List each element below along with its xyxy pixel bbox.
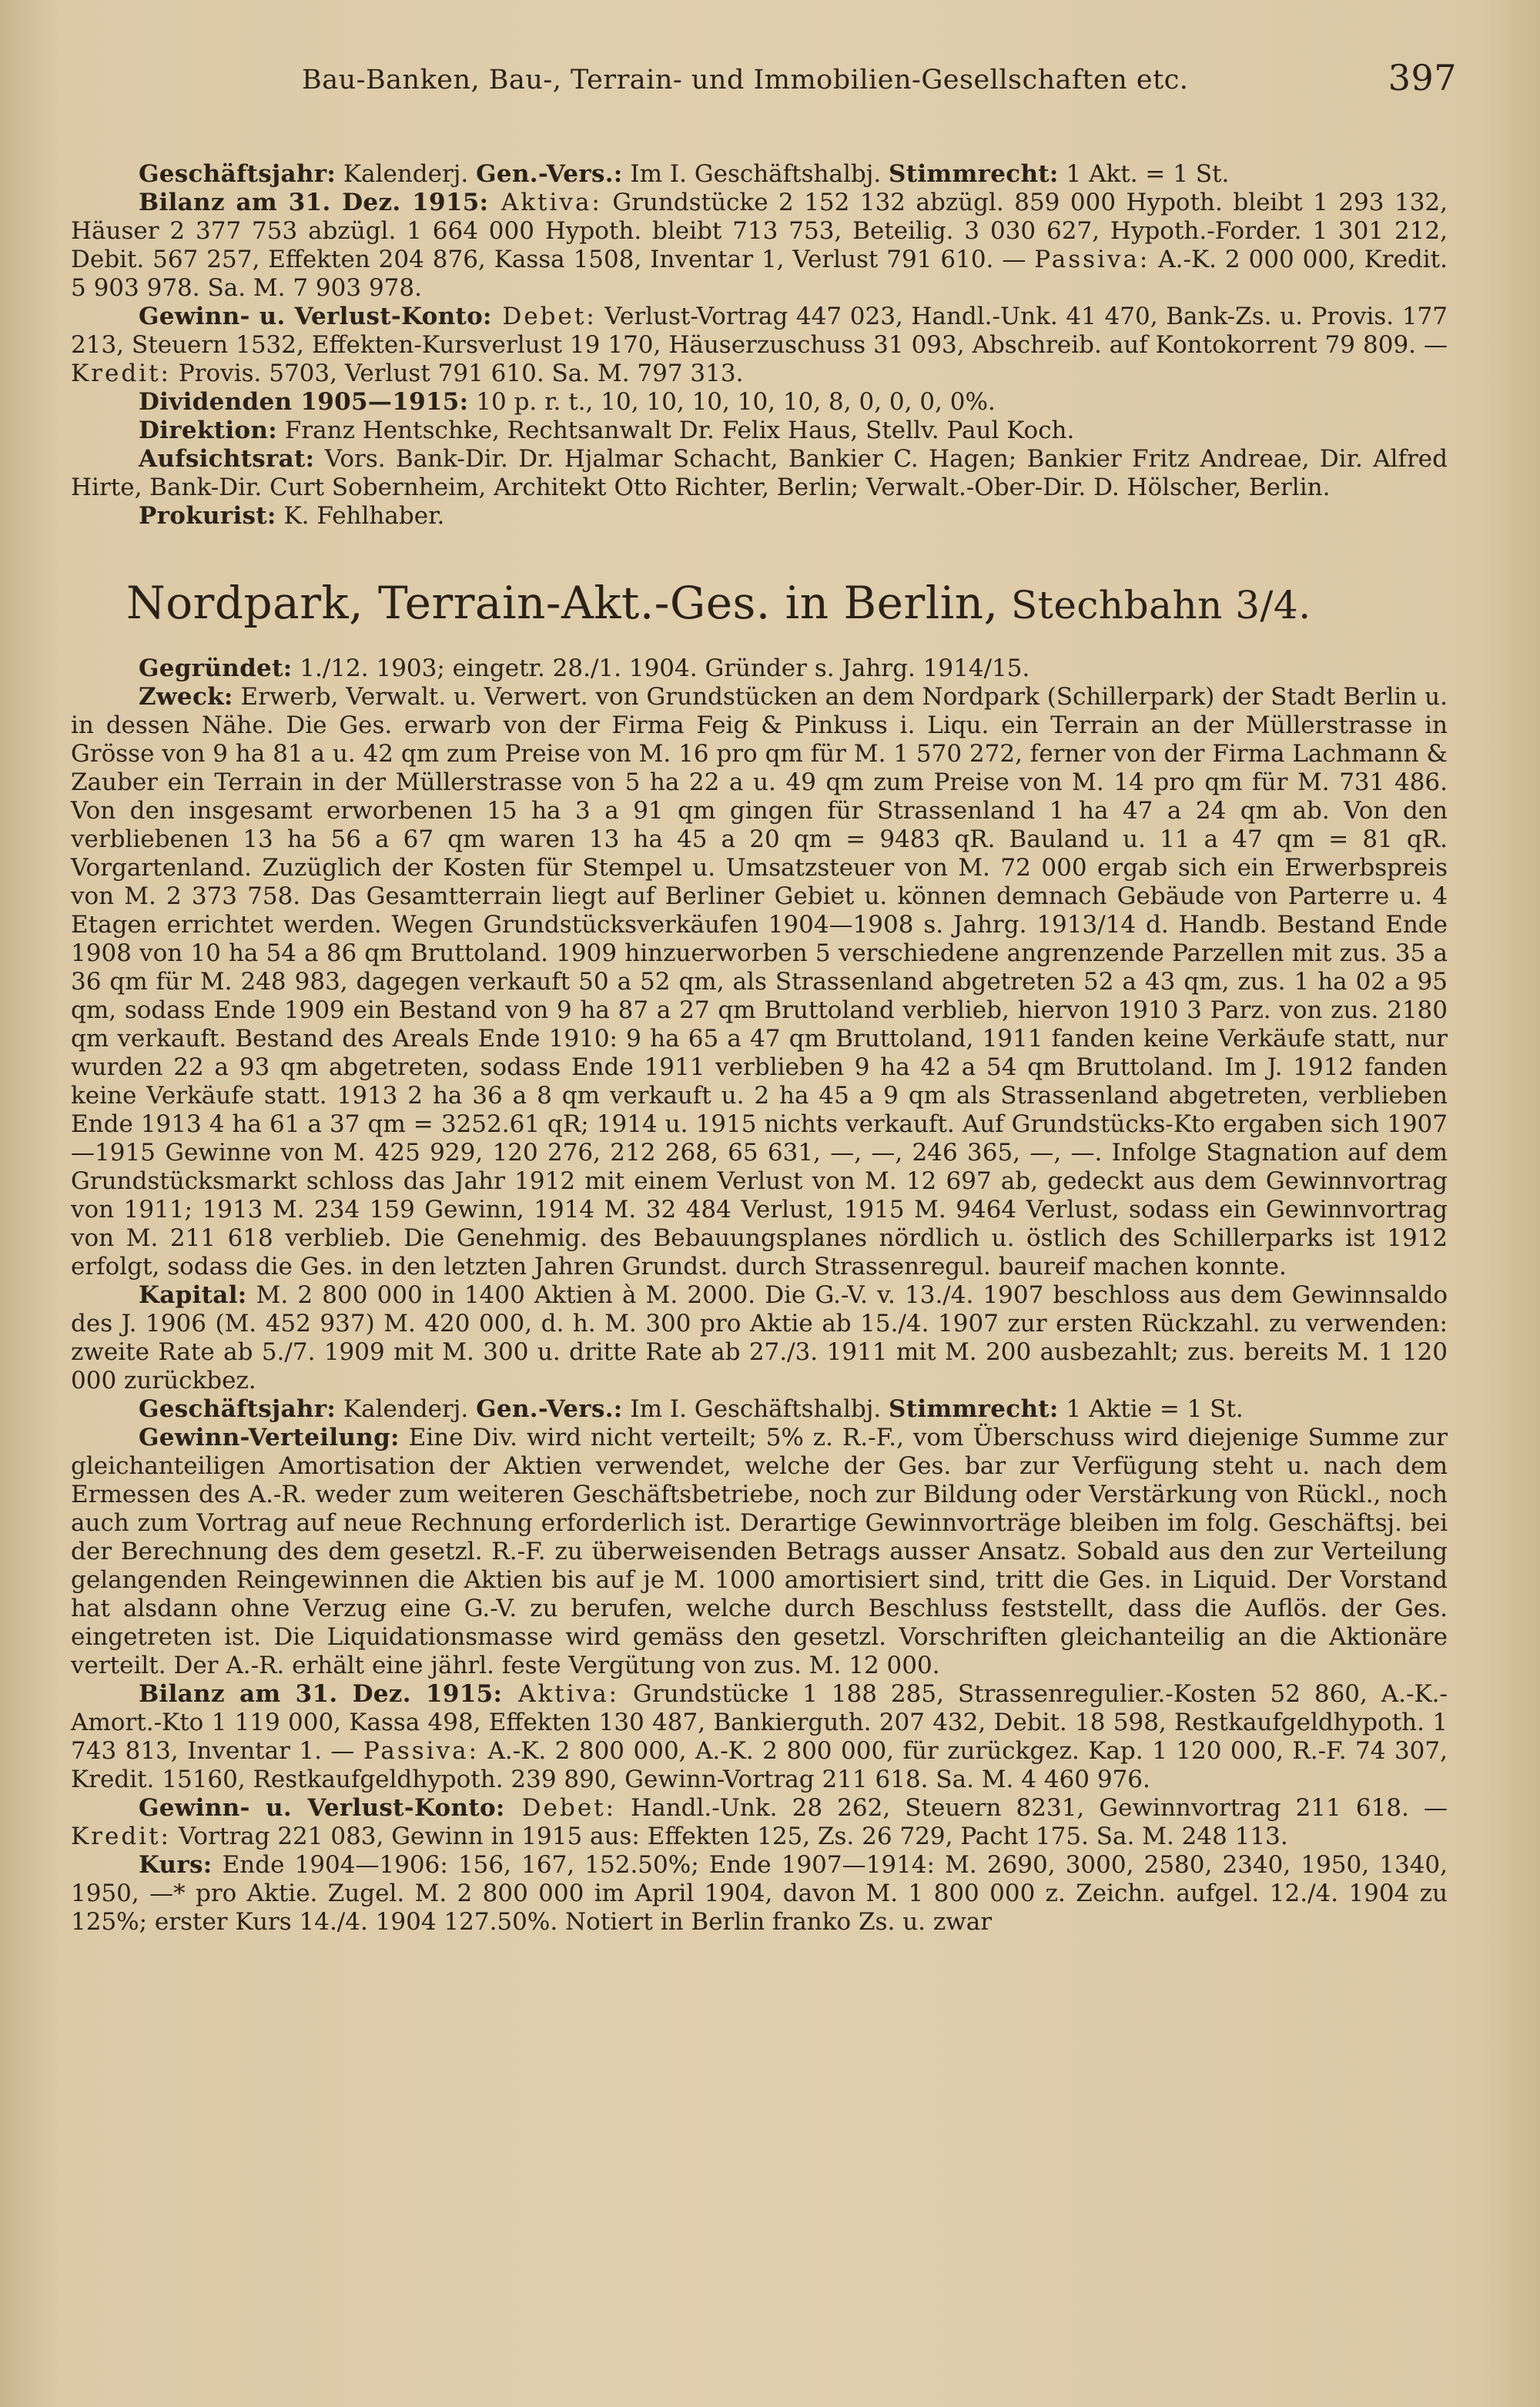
text-geschaeftsjahr: Kalenderj. xyxy=(336,1395,477,1423)
text-debet: Verlust-Vortrag 447 023, Handl.-Unk. 41 470, Bank-Zs. u. Provis. 177 213, Steuern 1532, Effekten-Kursverlust 19 170, Häuserzuschuss 31 093, Abschreib. auf Kontokorrent 79 809. — xyxy=(71,303,1448,359)
text-stimmrecht: 1 Aktie = 1 St. xyxy=(1058,1395,1244,1423)
label-geschaeftsjahr: Geschäftsjahr: xyxy=(139,1395,336,1423)
label-guv: Gewinn- u. Verlust-Konto: xyxy=(139,1794,505,1822)
label-genvers: Gen.-Vers.: xyxy=(476,160,623,188)
label-gegruendet: Gegründet: xyxy=(139,654,293,682)
text-zweck: Erwerb, Verwalt. u. Verwert. von Grundstücken an dem Nordpark (Schillerpark) der Stadt Berlin u. in dessen Nähe. Die Ges. erwarb von der Firma Feig & Pinkuss i. Liqu. ein Terrain an der Müllerstrasse in Grösse von 9 ha 81 a u. 42 qm zum Preise von M. 16 pro qm für M. 1 570 272, ferner von der Firma Lachmann & Zauber ein Terrain in der Müllerstrasse von 5 ha 22 a u. 49 qm zum Preise von M. 14 pro qm für M. 731 486. Von den insgesamt erworbenen 15 ha 3 a 91 qm gingen für Strassenland 1 ha 47 a 24 qm ab. Von den verbliebenen 13 ha 56 a 67 qm waren 13 ha 45 a 20 qm = 9483 qR. Bauland u. 11 a 47 qm = 81 qR. Vorgartenland. Zuzüglich der Kosten für Stempel u. Umsatzsteuer von M. 72 000 ergab sich ein Erwerbspreis von M. 2 373 758. Das Gesamtterrain liegt auf Berliner Gebiet u. können demnach Gebäude von Parterre u. 4 Etagen errichtet werden. Wegen Grundstücksverkäufen 1904—1908 s. Jahrg. 1913/14 d. Handb. Bestand Ende 1908 von 10 ha 54 a 86 qm Bruttoland. 1909 hinzuerworben 5 verschiedene angrenzende Parzellen mit zus. 35 a 36 qm für M. 248 983, dagegen verkauft 50 a 52 qm, als Strassenland abgetreten 52 a 43 qm, zus. 1 ha 02 a 95 qm, sodass Ende 1909 ein Bestand von 9 ha 87 a 27 qm Bruttoland verblieb, hiervon 1910 3 Parz. von zus. 2180 qm verkauft. Bestand des Areals Ende 1910: 9 ha 65 a 47 qm Bruttoland, 1911 fanden keine Verkäufe statt, nur wurden 22 a 93 qm abgetreten, sodass Ende 1911 verblieben 9 ha 42 a 54 qm Bruttoland. Im J. 1912 fanden keine Verkäufe statt. 1913 2 ha 36 a 8 qm verkauft u. 2 ha 45 a 9 qm als Strassenland abgetreten, verblieben Ende 1913 4 ha 61 a 37 qm = 3252.61 qR; 1914 u. 1915 nichts verkauft. Auf Grundstücks-Kto ergaben sich 1907—1915 Gewinne von M. 425 929, 120 276, 212 268, 65 631, —, —, 246 365, —, —. Infolge Stagnation auf dem Grundstücksmarkt schloss das Jahr 1912 mit einem Verlust von M. 12 697 ab, gedeckt aus dem Gewinnvortrag von 1911; 1913 M. 234 159 Gewinn, 1914 M. 32 484 Verlust, 1915 M. 9464 Verlust, sodass ein Gewinnvortrag von M. 211 618 verblieb. Die Genehmig. des Bebauungsplanes nördlich u. östlich des Schillerparks ist 1912 erfolgt, sodass die Ges. in den letzten Jahren Grundst. durch Strassenregul. baureif machen konnte. xyxy=(71,683,1448,1280)
label-direktion: Direktion: xyxy=(139,417,277,444)
entry-gewinnverteilung xyxy=(71,1424,1448,1680)
entry-bilanz xyxy=(71,189,1448,303)
word-debet: Debet: xyxy=(504,1794,617,1822)
text-kurs: Ende 1904—1906: 156, 167, 152.50%; Ende 1907—1914: M. 2690, 3000, 2580, 2340, 1950, 1340, 1950, —* pro Aktie. Zugel. M. 2 800 000 im April 1904, davon M. 1 800 000 z. Zeichn. aufgel. 12./4. 1904 zu 125%; erster Kurs 14./4. 1904 127.50%. Notiert in Berlin franko Zs. u. zwar xyxy=(71,1851,1448,1936)
company-heading xyxy=(126,578,1448,630)
label-stimmrecht: Stimmrecht: xyxy=(889,160,1059,188)
text-aktiva: Grundstücke 1 188 285, Strassenregulier.-Kosten 52 860, A.-K.-Amort.-Kto 1 119 000, Kassa 498, Effekten 130 487, Bankierguth. 207 432, Debit. 18 598, Restkaufgeldhypoth. 1 743 813, Inventar 1. — xyxy=(71,1680,1448,1765)
word-kredit: Kredit: xyxy=(71,360,171,387)
entry-line-geschaeftsjahr xyxy=(71,160,1448,189)
text-passiva: A.-K. 2 800 000, A.-K. 2 800 000, für zurückgez. Kap. 1 120 000, R.-F. 74 307, Kredit. 15160, Restkaufgeldhypoth. 239 890, Gewinn-Vortrag 211 618. Sa. M. 4 460 976. xyxy=(71,1737,1448,1793)
text-dividenden: 10 p. r. t., 10, 10, 10, 10, 10, 8, 0, 0, 0, 0%. xyxy=(468,388,996,416)
label-stimmrecht: Stimmrecht: xyxy=(889,1395,1059,1423)
word-passiva: Passiva: xyxy=(363,1737,480,1765)
text-aktiva: Grundstücke 2 152 132 abzügl. 859 000 Hypoth. bleibt 1 293 132, Häuser 2 377 753 abzügl. 1 664 000 Hypoth. bleibt 713 753, Beteilig. 3 030 627, Hypoth.-Forder. 1 301 212, Debit. 567 257, Effekten 204 876, Kassa 1508, Inventar 1, Verlust 791 610. — xyxy=(71,189,1448,273)
text-gegruendet: 1./12. 1903; eingetr. 28./1. 1904. Gründer s. Jahrg. 1914/15. xyxy=(292,654,1030,682)
text-prokurist: K. Fehlhaber. xyxy=(276,502,445,530)
running-header xyxy=(71,57,1457,108)
text-passiva: A.-K. 2 000 000, Kredit. 5 903 978. Sa. M. 7 903 978. xyxy=(71,246,1448,302)
nordpark-entry xyxy=(71,654,1448,1937)
text-kapital: M. 2 800 000 in 1400 Aktien à M. 2000. Die G.-V. v. 13./4. 1907 beschloss aus dem Gewinnsaldo des J. 1906 (M. 452 937) M. 420 000, d. h. M. 300 pro Aktie ab 15./4. 1907 zur ersten Rückzahl. zu verwenden: zweite Rate ab 5./7. 1909 mit M. 300 u. dritte Rate ab 27./3. 1911 mit M. 200 ausbezahlt; zus. bereits M. 1 120 000 zurückbez. xyxy=(71,1281,1448,1394)
word-aktiva: Aktiva: xyxy=(502,1680,620,1708)
entry-prokurist xyxy=(71,502,1448,531)
text-stimmrecht: 1 Akt. = 1 St. xyxy=(1058,160,1230,188)
entry-aufsichtsrat xyxy=(71,445,1448,502)
label-genvers: Gen.-Vers.: xyxy=(476,1395,623,1423)
word-kredit: Kredit: xyxy=(71,1823,171,1850)
label-bilanz: Bilanz am 31. Dez. 1915: xyxy=(139,189,489,216)
label-gewinnverteilung: Gewinn-Verteilung: xyxy=(139,1424,400,1451)
text-genvers: Im I. Geschäftshalbj. xyxy=(622,160,889,188)
entry-gegruendet xyxy=(71,654,1448,683)
word-passiva: Passiva: xyxy=(1034,246,1150,273)
label-kapital: Kapital: xyxy=(139,1281,247,1309)
text-gewinnverteilung: Eine Div. wird nicht verteilt; 5% z. R.-F., vom Überschuss wird diejenige Summe zur gleichanteiligen Amortisation der Aktien verwendet, welche der Ges. bar zur Verfügung steht u. nach dem Ermessen des A.-R. weder zum weiteren Geschäftsbetriebe, noch zur Bildung oder Verstärkung von Rückl., noch auch zum Vortrag auf neue Rechnung erforderlich ist. Derartige Gewinnvorträge bleiben im folg. Geschäftsj. bei der Berechnung des dem gesetzl. R.-F. zu überweisenden Betrags ausser Ansatz. Sobald aus den zur Verteilung gelangenden Reingewinnen die Aktien bis auf je M. 1000 amortisiert sind, tritt die Ges. in Liquid. Der Vorstand hat alsdann ohne Verzug eine G.-V. zu berufen, welche durch Beschluss feststellt, dass die Auflös. der Ges. eingetreten ist. Die Liquidationsmasse wird gemäss den gesetzl. Vorschriften gleichanteilig an die Aktionäre verteilt. Der A.-R. erhält eine jährl. feste Vergütung von zus. M. 12 000. xyxy=(71,1424,1448,1679)
entry-bilanz xyxy=(71,1680,1448,1794)
label-dividenden: Dividenden 1905—1915: xyxy=(139,388,469,416)
label-geschaeftsjahr: Geschäftsjahr: xyxy=(139,160,336,188)
label-bilanz: Bilanz am 31. Dez. 1915: xyxy=(139,1680,503,1708)
label-kurs: Kurs: xyxy=(139,1851,213,1879)
entry-kurs xyxy=(71,1851,1448,1937)
entry-kapital xyxy=(71,1281,1448,1395)
company-name: Nordpark, Terrain-Akt.-Ges. in Berlin, xyxy=(126,577,999,629)
word-aktiva: Aktiva: xyxy=(488,189,602,216)
label-prokurist: Prokurist: xyxy=(139,502,276,530)
company-address: Stechbahn 3/4. xyxy=(998,583,1311,628)
text-kredit: Provis. 5703, Verlust 791 610. Sa. M. 797 313. xyxy=(170,360,744,387)
text-genvers: Im I. Geschäftshalbj. xyxy=(622,1395,889,1423)
entry-geschaeftsjahr xyxy=(71,1395,1448,1424)
text-geschaeftsjahr: Kalenderj. xyxy=(336,160,477,188)
entry-zweck xyxy=(71,683,1448,1281)
entry-guv xyxy=(71,1794,1448,1851)
page-number: 397 xyxy=(1388,57,1457,99)
entry-dividenden xyxy=(71,388,1448,417)
label-zweck: Zweck: xyxy=(139,683,233,711)
label-guv: Gewinn- u. Verlust-Konto: xyxy=(139,303,492,330)
label-aufsichtsrat: Aufsichtsrat: xyxy=(139,445,315,473)
text-direktion: Franz Hentschke, Rechtsanwalt Dr. Felix Haus, Stellv. Paul Koch. xyxy=(276,417,1075,444)
text-debet: Handl.-Unk. 28 262, Steuern 8231, Gewinnvortrag 211 618. — xyxy=(616,1794,1448,1822)
text-aufsichtsrat: Vors. Bank-Dir. Dr. Hjalmar Schacht, Bankier C. Hagen; Bankier Fritz Andreae, Dir. Alfred Hirte, Bank-Dir. Curt Sobernheim, Architekt Otto Richter, Berlin; Verwalt.-Ober-Dir. D. Hölscher, Berlin. xyxy=(71,445,1448,501)
entry-direktion xyxy=(71,417,1448,445)
text-kredit: Vortrag 221 083, Gewinn in 1915 aus: Effekten 125, Zs. 26 729, Pacht 175. Sa. M. 248 113. xyxy=(170,1823,1288,1850)
previous-company-entry xyxy=(71,160,1448,531)
word-debet: Debet: xyxy=(491,303,597,330)
entry-guv xyxy=(71,303,1448,388)
running-title: Bau-Banken, Bau-, Terrain- und Immobilien-Gesellschaften etc. xyxy=(302,65,1189,95)
